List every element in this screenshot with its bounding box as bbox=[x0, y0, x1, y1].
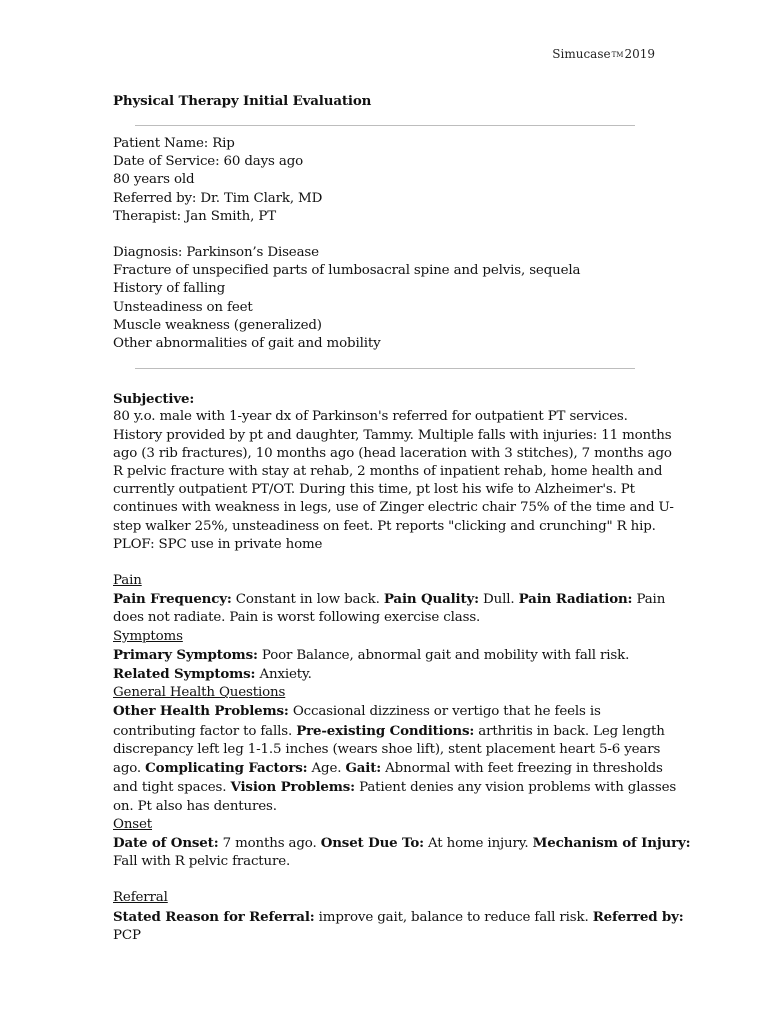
section-divider bbox=[135, 125, 635, 126]
general-health-line-4 bbox=[113, 759, 663, 778]
onset-due-to-value: At home injury. bbox=[423, 835, 533, 851]
subjective-line: R pelvic fracture with stay at rehab, 2 months of inpatient rehab, home health and bbox=[113, 464, 663, 480]
subjective-line: PLOF: SPC use in private home bbox=[113, 536, 323, 552]
onset-line-1 bbox=[113, 834, 691, 853]
related-symptoms-label: Related Symptoms: bbox=[113, 666, 256, 683]
general-health-line-3: discrepancy left leg 1-1.5 inches (wears shoe lift), stent placement heart 5-6 years bbox=[113, 741, 661, 757]
general-health-text: contributing factor to falls. bbox=[113, 723, 297, 739]
subjective-line: ago (3 rib fractures), 10 months ago (head laceration with 3 stitches), 7 months ago bbox=[113, 445, 672, 461]
preexisting-conditions-value: arthritis in back. Leg length bbox=[474, 723, 665, 739]
date-of-onset-label: Date of Onset: bbox=[113, 834, 219, 851]
referral-line-2: PCP bbox=[113, 927, 141, 943]
patient-info bbox=[113, 135, 658, 226]
subjective-line: History provided by pt and daughter, Tammy. Multiple falls with injuries: 11 months bbox=[113, 427, 672, 443]
patient-age: 80 years old bbox=[113, 172, 195, 188]
pain-frequency-label: Pain Frequency: bbox=[113, 591, 232, 608]
diagnosis-item: Other abnormalities of gait and mobility bbox=[113, 336, 381, 352]
general-health-line-1 bbox=[113, 702, 658, 721]
vision-problems-value: Patient denies any vision problems with glasses bbox=[354, 780, 677, 796]
referral-heading: Referral bbox=[113, 890, 168, 906]
pain-heading: Pain bbox=[113, 573, 142, 589]
diagnosis-item: Muscle weakness (generalized) bbox=[113, 317, 322, 333]
date-of-service: Date of Service: 60 days ago bbox=[113, 154, 304, 170]
onset-due-to-label: Onset Due To: bbox=[320, 834, 424, 851]
pain-radiation-label: Pain Radiation: bbox=[518, 591, 633, 608]
stated-reason-label: Stated Reason for Referral: bbox=[113, 908, 315, 925]
subjective-line: step walker 25%, unsteadiness on feet. Pt reports "clicking and crunching" R hip. bbox=[113, 518, 656, 534]
stated-reason-value: improve gait, balance to reduce fall risk. bbox=[314, 909, 593, 925]
pain-section bbox=[113, 572, 691, 871]
subjective-line: 80 y.o. male with 1-year dx of Parkinson's referred for outpatient PT services. bbox=[113, 409, 628, 425]
onset-heading: Onset bbox=[113, 816, 153, 832]
general-health-line-5 bbox=[113, 778, 677, 797]
subjective-line: currently outpatient PT/OT. During this time, pt lost his wife to Alzheimer's. Pt bbox=[113, 482, 635, 498]
preexisting-conditions-label: Pre-existing Conditions: bbox=[296, 722, 475, 739]
mechanism-of-injury-label: Mechanism of Injury: bbox=[532, 834, 691, 851]
related-symptoms-value: Anxiety. bbox=[255, 667, 312, 683]
other-health-problems-label: Other Health Problems: bbox=[113, 703, 289, 720]
document-title: Physical Therapy Initial Evaluation bbox=[113, 93, 372, 109]
brand-year: 2019 bbox=[624, 47, 655, 61]
general-health-line-2 bbox=[113, 722, 665, 741]
subjective-heading: Subjective: bbox=[113, 391, 195, 408]
pain-radiation-value: Pain bbox=[632, 592, 666, 608]
document-body bbox=[113, 92, 691, 945]
referred-by: Referred by: Dr. Tim Clark, MD bbox=[113, 190, 323, 206]
brand-name: Simucase bbox=[552, 47, 611, 61]
trademark-symbol: TM bbox=[611, 50, 624, 59]
pain-frequency-value: Constant in low back. bbox=[231, 592, 384, 608]
primary-symptoms bbox=[113, 646, 658, 665]
general-health-text: ago. bbox=[113, 761, 146, 777]
onset-line-2: Fall with R pelvic fracture. bbox=[113, 854, 291, 870]
referral-section bbox=[113, 889, 684, 945]
other-health-problems-value: Occasional dizziness or vertigo that he feels is bbox=[288, 704, 601, 720]
gait-value: Abnormal with feet freezing in thresholds bbox=[381, 761, 663, 777]
complicating-factors-label: Complicating Factors: bbox=[145, 760, 308, 777]
general-health-heading: General Health Questions bbox=[113, 685, 286, 701]
diagnosis-item: Unsteadiness on feet bbox=[113, 299, 253, 315]
subjective-line: continues with weakness in legs, use of Zinger electric chair 75% of the time and U- bbox=[113, 500, 674, 516]
pain-line-1 bbox=[113, 590, 666, 609]
section-divider bbox=[135, 368, 635, 369]
primary-symptoms-label: Primary Symptoms: bbox=[113, 646, 258, 663]
related-symptoms bbox=[113, 665, 658, 684]
complicating-factors-value: Age. bbox=[307, 761, 346, 777]
pain-line-2: does not radiate. Pain is worst following exercise class. bbox=[113, 610, 481, 626]
patient-name: Patient Name: Rip bbox=[113, 136, 235, 151]
brand-mark bbox=[552, 47, 655, 61]
referral-by-label: Referred by: bbox=[592, 908, 684, 925]
therapist: Therapist: Jan Smith, PT bbox=[113, 208, 276, 224]
diagnosis-item: Fracture of unspecified parts of lumbosacral spine and pelvis, sequela bbox=[113, 263, 581, 279]
diagnosis-item: Diagnosis: Parkinson’s Disease bbox=[113, 245, 319, 261]
pain-quality-value: Dull. bbox=[478, 592, 519, 608]
gait-label: Gait: bbox=[345, 760, 382, 777]
referral-line-1 bbox=[113, 908, 684, 927]
pain-quality-label: Pain Quality: bbox=[383, 591, 479, 608]
date-of-onset-value: 7 months ago. bbox=[218, 835, 321, 851]
vision-problems-label: Vision Problems: bbox=[230, 779, 355, 796]
symptoms-heading: Symptoms bbox=[113, 628, 183, 644]
diagnosis-item: History of falling bbox=[113, 281, 226, 297]
general-health-text: and tight spaces. bbox=[113, 780, 231, 796]
diagnosis-list bbox=[113, 244, 658, 353]
subjective-section bbox=[113, 390, 674, 554]
primary-symptoms-value: Poor Balance, abnormal gait and mobility with fall risk. bbox=[257, 647, 630, 663]
general-health-line-6: on. Pt also has dentures. bbox=[113, 798, 277, 814]
